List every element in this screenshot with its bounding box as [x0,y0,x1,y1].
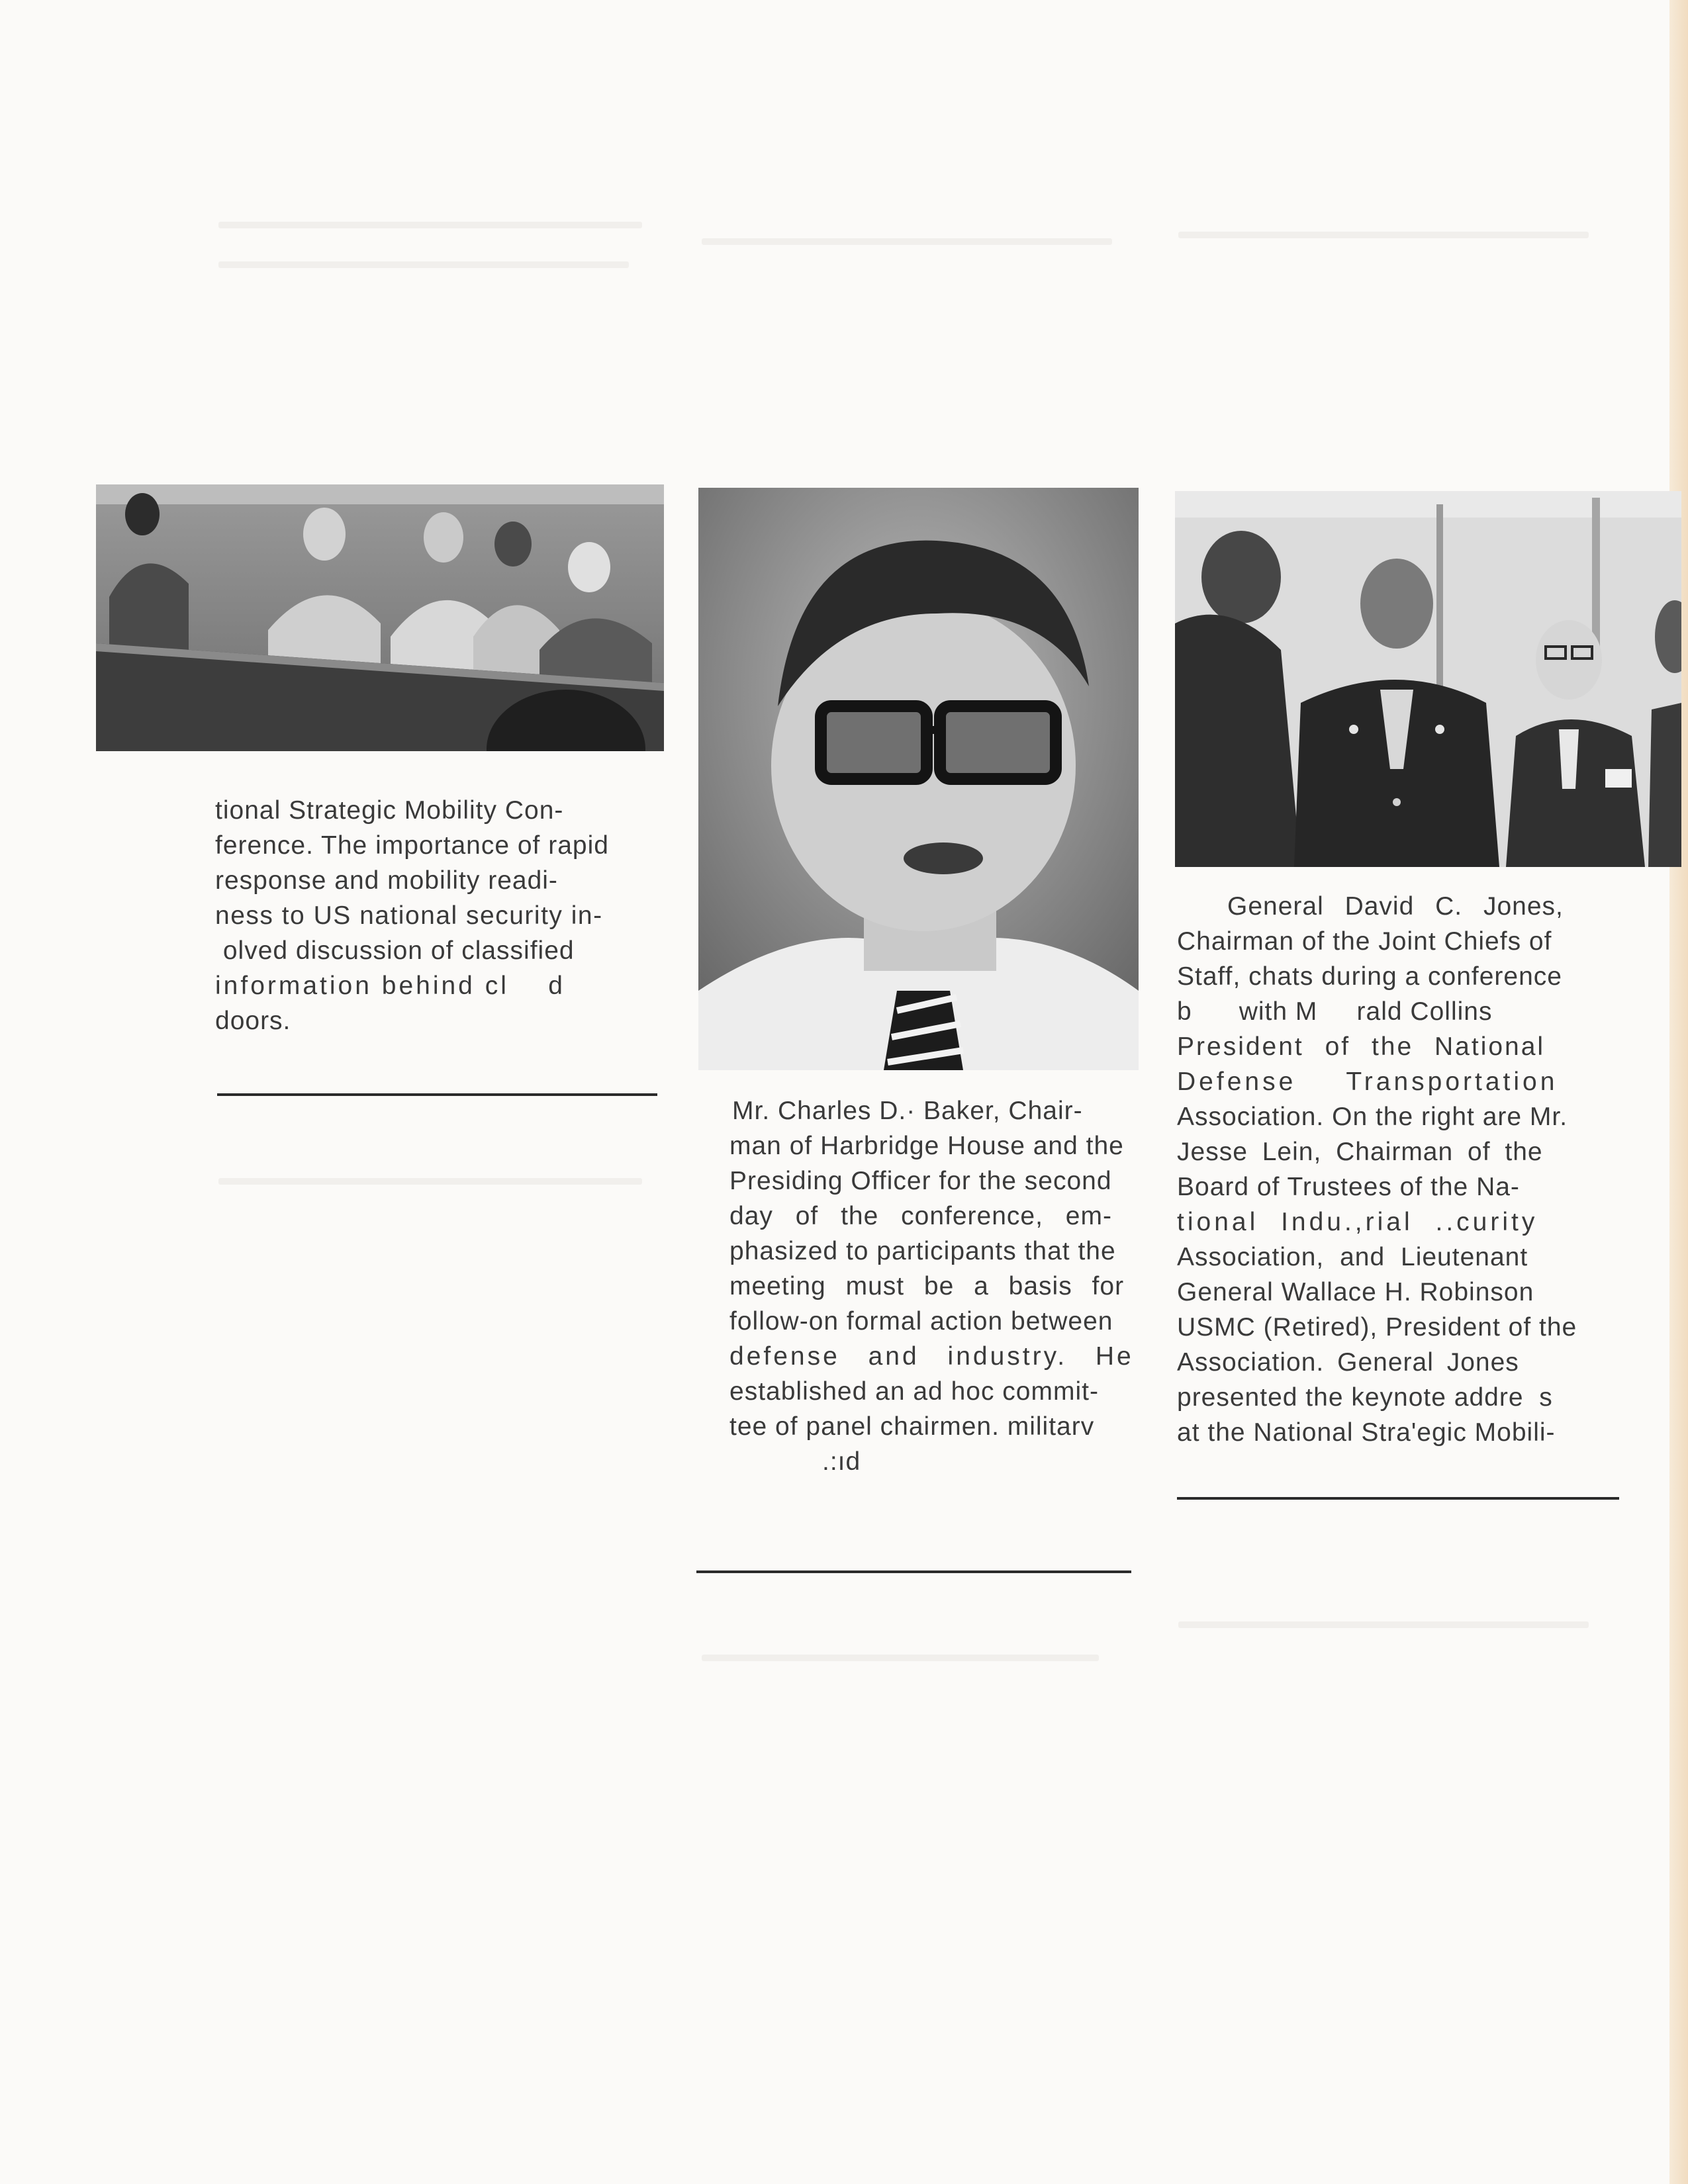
caption-line: information behind cl d [215,972,565,1000]
faint-line [702,238,1112,245]
caption-line: Presiding Officer for the second [729,1167,1112,1195]
faint-line [1178,1621,1589,1628]
caption-line: man of Harbridge House and the [729,1132,1124,1160]
caption-line: Association. General Jones [1177,1348,1519,1377]
caption-line: President of the National [1177,1032,1546,1061]
caption-line: tional Strategic Mobility Con- [215,796,564,825]
caption-line: olved discussion of classified [215,936,575,965]
photo-conference-table [96,484,664,751]
caption-line: General Wallace H. Robinson [1177,1278,1534,1306]
faint-line [218,261,629,268]
caption-line: presented the keynote addre s [1177,1383,1553,1412]
caption-line: tional Indu.,rial ..curity [1177,1208,1538,1236]
caption-line: Board of Trustees of the Na- [1177,1173,1520,1201]
rule-right [1177,1497,1619,1500]
faint-line [702,1655,1099,1661]
caption-right [1177,889,1606,1450]
caption-line: established an ad hoc commit- [729,1377,1099,1406]
caption-line: b with M rald Collins [1177,997,1493,1026]
caption-line: tee of panel chairmen. militarv [729,1412,1095,1441]
caption-line: phasized to participants that the [729,1237,1116,1265]
rule-left [217,1093,657,1096]
caption-line: ference. The importance of rapid [215,831,609,860]
caption-line: at the National Stra'egic Mobili- [1177,1418,1556,1447]
faint-line [1178,232,1589,238]
photo-general-jones [1175,491,1681,867]
faint-line [218,222,642,228]
caption-line: ness to US national security in- [215,901,603,930]
caption-line: Mr. Charles D.· Baker, Chair- [732,1097,1083,1125]
page-edge [1669,0,1688,2184]
caption-line: .:ıd [822,1447,861,1476]
caption-line: day of the conference, em- [729,1202,1112,1230]
caption-line: USMC (Retired), President of the [1177,1313,1577,1342]
photo-charles-baker-portrait [698,488,1139,1070]
rule-middle [696,1570,1131,1573]
caption-line: Staff, chats during a conference [1177,962,1562,991]
caption-line: Jesse Lein, Chairman of the [1177,1138,1543,1166]
caption-line: Chairman of the Joint Chiefs of [1177,927,1552,956]
caption-line: doors. [215,1007,291,1035]
caption-line: General David C. Jones, [1227,892,1564,921]
caption-line: Association. On the right are Mr. [1177,1103,1568,1131]
caption-line: meeting must be a basis for [729,1272,1125,1300]
caption-line: Defense Transportation [1177,1068,1558,1096]
caption-left [215,793,645,1038]
faint-line [218,1178,642,1185]
caption-line: follow-on formal action between [729,1307,1113,1336]
caption-middle [729,1093,1135,1479]
caption-line: defense and industry. He [729,1342,1134,1371]
caption-line: Association, and Lieutenant [1177,1243,1528,1271]
caption-line: response and mobility readi- [215,866,558,895]
